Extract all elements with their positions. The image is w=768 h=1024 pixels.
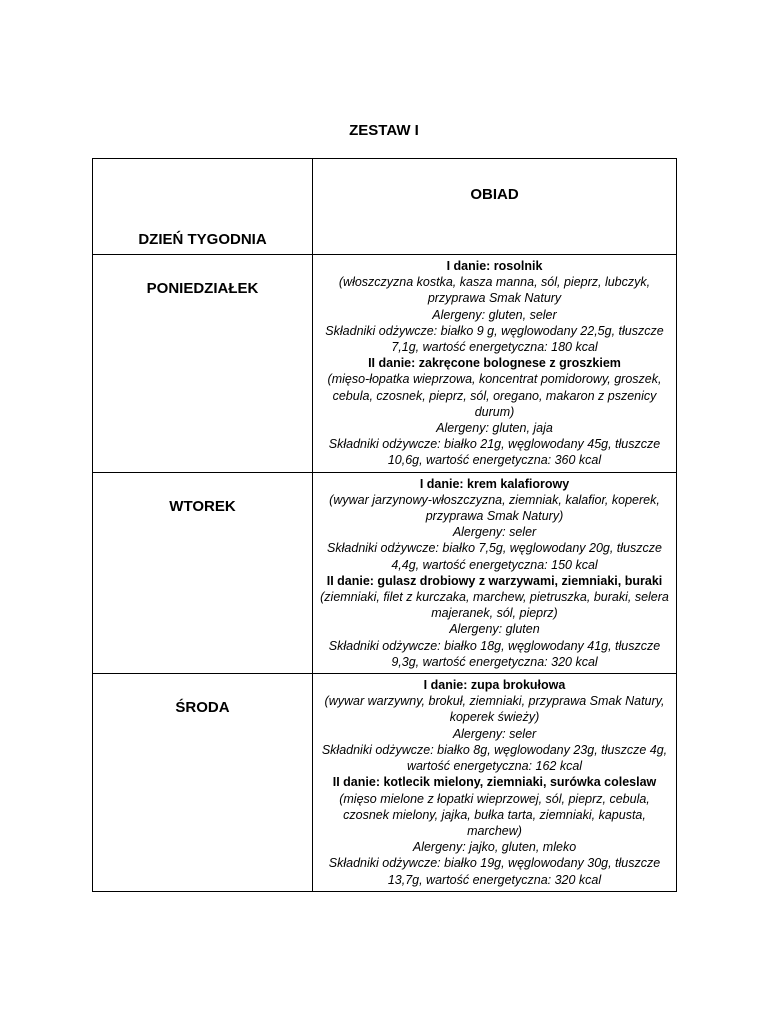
first-dish-nutrition: Składniki odżywcze: białko 8g, węglowodany 23g, tłuszcze 4g, wartość energetyczna: 162 kcal [321, 742, 668, 774]
second-dish-allergens: Alergeny: gluten [449, 622, 540, 637]
document-title: ZESTAW I [349, 122, 419, 139]
first-dish-title: I danie: krem kalafiorowy [419, 476, 570, 491]
table-header-row [93, 159, 677, 255]
day-name: WTOREK [93, 472, 313, 673]
meal-cell [313, 472, 677, 673]
first-dish-ingredients: (włoszczyzna kostka, kasza manna, sól, pieprz, lubczyk, przyprawa Smak Natury [338, 275, 651, 306]
second-dish-title: II danie: gulasz drobiowy z warzywami, ziemniaki, buraki [326, 573, 663, 588]
first-dish-allergens: Alergeny: seler [452, 726, 537, 741]
second-dish-allergens: Alergeny: gluten, jaja [436, 421, 553, 436]
header-meal: OBIAD [313, 159, 677, 255]
first-dish-allergens: Alergeny: seler [452, 525, 537, 540]
table-row [93, 255, 677, 473]
day-name: PONIEDZIAŁEK [93, 255, 313, 473]
second-dish-title: II danie: zakręcone bolognese z groszkiem [368, 356, 621, 371]
first-dish-ingredients: (wywar jarzynowy-włoszczyzna, ziemniak, kalafior, koperek, przyprawa Smak Natury) [329, 492, 660, 524]
table-row [93, 472, 677, 673]
menu-table [92, 158, 677, 892]
first-dish-ingredients: (wywar warzywny, brokuł, ziemniaki, przyprawa Smak Natury, koperek świeży) [324, 694, 665, 725]
first-dish-title: I danie: zupa brokułowa [423, 678, 566, 693]
second-dish-ingredients: (mięso-łopatka wieprzowa, koncentrat pomidorowy, groszek, cebula, czosnek, pieprz, sól, oregano, makaron z pszenicy durum) [327, 372, 662, 419]
first-dish-title: I danie: rosolnik [446, 259, 543, 273]
header-day: DZIEŃ TYGODNIA [93, 159, 313, 255]
second-dish-nutrition: Składniki odżywcze: białko 18g, węglowodany 41g, tłuszcze 9,3g, wartość energetyczna: 320 kcal [328, 638, 661, 669]
first-dish-nutrition: Składniki odżywcze: białko 9 g, węglowodany 22,5g, tłuszcze 7,1g, wartość energetyczna: 180 kcal [325, 323, 664, 355]
table-row [93, 674, 677, 892]
meal-cell [313, 255, 677, 473]
second-dish-ingredients: (mięso mielone z łopatki wieprzowej, sól, pieprz, cebula, czosnek mielony, jajka, bułka tarta, ziemniaki, kapusta, marchew) [339, 791, 650, 838]
meal-cell [313, 674, 677, 892]
second-dish-nutrition: Składniki odżywcze: białko 21g, węglowodany 45g, tłuszcze 10,6g, wartość energetyczna: 360 kcal [328, 437, 661, 468]
second-dish-nutrition: Składniki odżywcze: białko 19g, węglowodany 30g, tłuszcze 13,7g, wartość energetyczna: 320 kcal [328, 856, 661, 887]
day-name: ŚRODA [93, 674, 313, 892]
first-dish-nutrition: Składniki odżywcze: białko 7,5g, węglowodany 20g, tłuszcze 4,4g, wartość energetyczna: 150 kcal [327, 541, 662, 572]
second-dish-title: II danie: kotlecik mielony, ziemniaki, surówka coleslaw [332, 775, 657, 790]
second-dish-ingredients: (ziemniaki, filet z kurczaka, marchew, pietruszka, buraki, selera majeranek, sól, pieprz) [320, 590, 669, 621]
second-dish-allergens: Alergeny: jajko, gluten, mleko [412, 840, 577, 855]
first-dish-allergens: Alergeny: gluten, seler [432, 307, 557, 322]
